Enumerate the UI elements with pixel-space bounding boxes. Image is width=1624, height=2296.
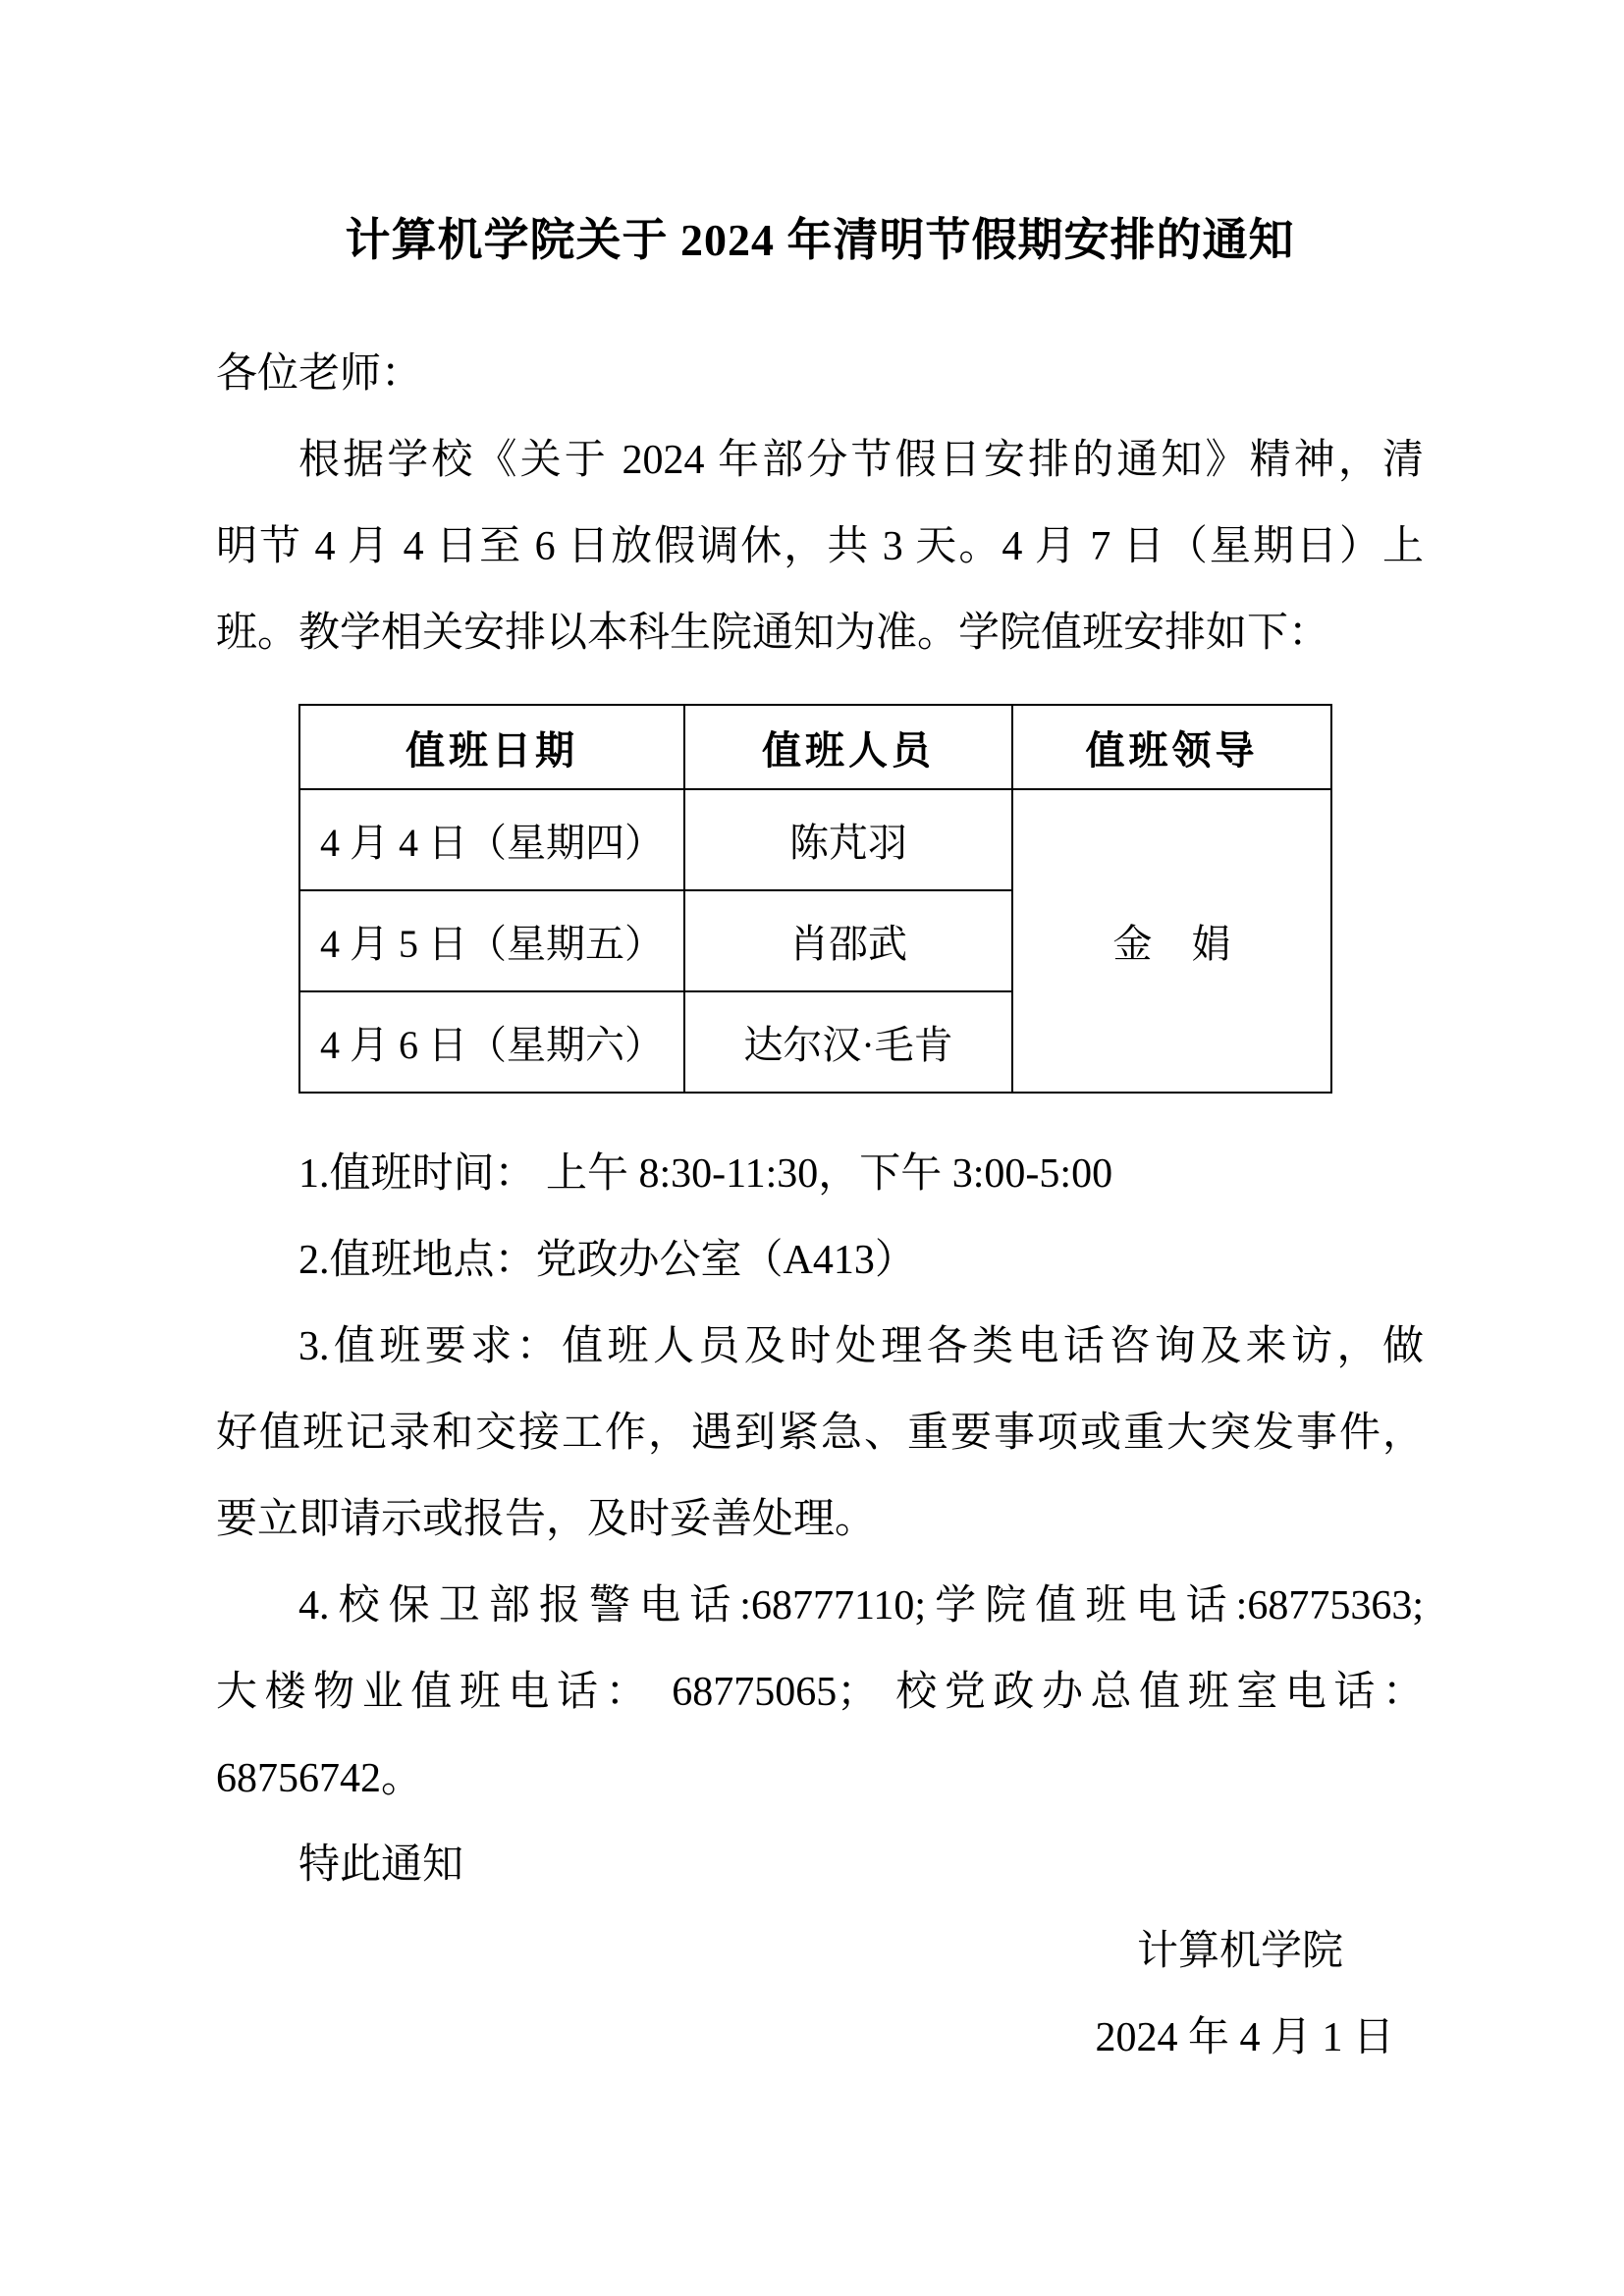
closing-statement: 特此通知 [298, 1842, 464, 1888]
item-phones-line-1: 4.校保卫部报警电话:68777110;学院值班电话:68775363; [298, 1583, 1424, 1629]
item-duty-time: 1.值班时间： 上午 8:30-11:30，下午 3:00-5:00 [298, 1151, 1113, 1197]
duty-roster-table [298, 704, 1332, 1094]
table-row [299, 789, 1331, 890]
duty-header-date: 值班日期 [299, 705, 684, 789]
duty-header-person: 值班人员 [684, 705, 1012, 789]
signature-block [216, 1908, 1424, 2081]
salutation: 各位老师： [216, 351, 423, 397]
intro-line-2: 明节 4 月 4 日至 6 日放假调休，共 3 天。4 月 7 日（星期日）上 [216, 524, 1424, 569]
duty-person-cell-2: 肖邵武 [684, 890, 1012, 991]
duty-header-leader: 值班领导 [1012, 705, 1331, 789]
duty-person-cell-3: 达尔汉·毛肯 [684, 991, 1012, 1093]
signature-date: 2024 年 4 月 1 日 [1095, 2015, 1394, 2060]
item-duty-requirements-line-2: 好值班记录和交接工作，遇到紧急、重要事项或重大突发事件， [216, 1411, 1424, 1456]
notice-title: 计算机学院关于 2024 年清明节假期安排的通知 [345, 215, 1295, 265]
notice-items [216, 1131, 1424, 1908]
duty-date-cell-3: 4 月 6 日（星期六） [299, 991, 684, 1093]
duty-date-cell-2: 4 月 5 日（星期五） [299, 890, 684, 991]
intro-paragraph [216, 417, 1424, 676]
duty-date-cell-1: 4 月 4 日（星期四） [299, 789, 684, 890]
duty-person-cell-1: 陈芃羽 [684, 789, 1012, 890]
item-duty-requirements-line-1: 3.值班要求：值班人员及时处理各类电话咨询及来访，做 [298, 1324, 1424, 1369]
item-duty-requirements-line-3: 要立即请示或报告，及时妥善处理。 [216, 1497, 877, 1542]
intro-line-1: 根据学校《关于 2024 年部分节假日安排的通知》精神，清 [298, 438, 1424, 483]
signature-department: 计算机学院 [1136, 1929, 1343, 1974]
duty-leader-cell: 金 娟 [1012, 789, 1331, 1093]
duty-header-row [299, 705, 1331, 789]
intro-line-3: 班。教学相关安排以本科生院通知为准。学院值班安排如下： [216, 611, 1330, 656]
item-phones-line-2: 大楼物业值班电话： 68775065； 校党政办总值班室电话： [216, 1670, 1424, 1715]
item-duty-location: 2.值班地点：党政办公室（A413） [298, 1238, 916, 1283]
item-phones-line-3: 68756742。 [216, 1756, 423, 1801]
